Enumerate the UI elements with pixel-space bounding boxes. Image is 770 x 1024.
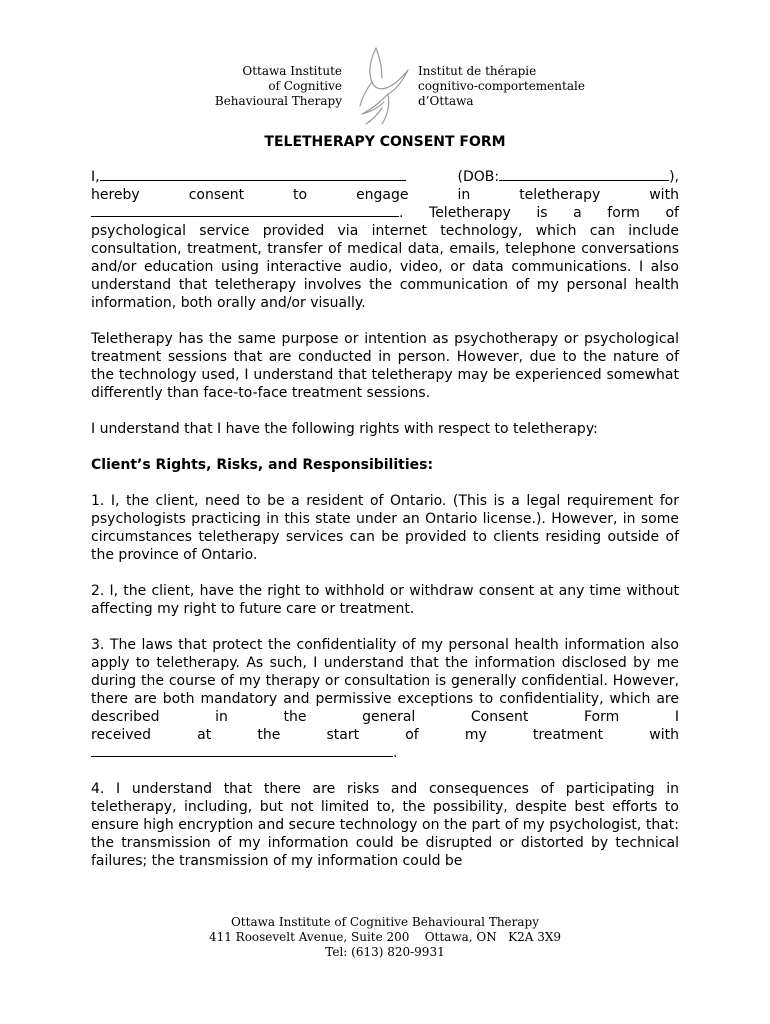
letterhead-french-line: d’Ottawa — [418, 94, 474, 108]
intro-rest: psychological service provided via internet technology, which can include consultation, treatment, transfer of medical data, emails, telephone conversations and/or education using interactive audio, video, or data communications. I also understand that teletherapy involves the communication of my personal health information, both orally and/or visually. — [91, 223, 679, 311]
intro-word: consent — [188, 187, 245, 203]
item3-word: at — [197, 727, 212, 743]
intro-period: . — [399, 205, 404, 221]
footer-org-name: Ottawa Institute of Cognitive Behavioural Therapy — [230, 915, 540, 929]
letterhead — [0, 46, 770, 130]
form-body — [91, 168, 679, 888]
consent-form-provider-field[interactable] — [91, 744, 393, 757]
intro-word: to — [293, 187, 308, 203]
intro-word: Teletherapy — [429, 205, 511, 221]
rights-item-3 — [91, 636, 679, 762]
intro-word: teletherapy — [519, 187, 601, 203]
paragraph-purpose: Teletherapy has the same purpose or intention as psychotherapy or psychological treatment sessions that are conducted in person. However, due to the nature of the technology used, I understand that teletherapy may be experienced somewhat differently than face-to-face treatment sessions. — [91, 331, 679, 401]
dob-close: ), — [669, 169, 679, 185]
footer-phone: Tel: (613) 820-9931 — [325, 945, 445, 959]
intro-word: a — [573, 205, 582, 221]
intro-word: in — [457, 187, 471, 203]
letterhead-french — [418, 64, 585, 109]
letterhead-french-line: Institut de thérapie — [418, 64, 537, 78]
intro-word: engage — [356, 187, 409, 203]
item3-word: received — [91, 727, 152, 743]
item3-word: with — [649, 727, 679, 743]
rights-item-3-text: 3. The laws that protect the confidentiality of my personal health information also apply to teletherapy. As such, I understand that the information disclosed by me during the course of my therapy or consultation is generally confidential. However, there are both mandatory and permissive exceptions to confidentiality, which are described in the general Consent Form I — [91, 637, 679, 725]
item3-word: treatment — [532, 727, 604, 743]
intro-word: of — [665, 205, 679, 221]
letterhead-french-line: cognitivo-comportementale — [418, 79, 585, 93]
footer — [0, 915, 770, 960]
intro-word: hereby — [91, 187, 140, 203]
intro-line-1 — [91, 168, 679, 186]
psychologist-name-field[interactable] — [91, 204, 399, 217]
dove-logo-icon — [352, 46, 414, 128]
intro-line-3 — [91, 204, 679, 222]
intro-paragraph — [91, 168, 679, 312]
item3-word: the — [257, 727, 281, 743]
item3-word: of — [405, 727, 419, 743]
rights-item-1: 1. I, the client, need to be a resident of Ontario. (This is a legal requirement for psychologists practicing in this state under an Ontario license.). However, in some circumstances teletherapy services can be provided to clients residing outside of the province of Ontario. — [91, 493, 679, 563]
dob-field[interactable] — [499, 168, 669, 181]
intro-word: is — [536, 205, 548, 221]
letterhead-english-line: Ottawa Institute — [242, 64, 342, 78]
letterhead-english-line: Behavioural Therapy — [214, 94, 342, 108]
paragraph-rights-intro: I understand that I have the following rights with respect to teletherapy: — [91, 421, 598, 437]
intro-word: form — [607, 205, 640, 221]
intro-line-2 — [91, 186, 679, 204]
intro-word: with — [649, 187, 679, 203]
item3-word: start — [326, 727, 360, 743]
rights-heading: Client’s Rights, Risks, and Responsibilities: — [91, 457, 434, 473]
rights-item-3-blank-line — [91, 744, 679, 762]
intro-i-label: I, — [91, 169, 100, 185]
footer-address: 411 Roosevelt Avenue, Suite 200 Ottawa, ON K2A 3X9 — [208, 930, 562, 944]
item3-word: my — [464, 727, 487, 743]
rights-item-3-last-line — [91, 726, 679, 744]
rights-item-2: 2. I, the client, have the right to withhold or withdraw consent at any time without affecting my right to future care or treatment. — [91, 583, 679, 617]
form-title: TELETHERAPY CONSENT FORM — [264, 134, 506, 150]
letterhead-english-line: of Cognitive — [268, 79, 342, 93]
dob-label: (DOB: — [457, 169, 500, 185]
item3-period: . — [393, 745, 398, 761]
letterhead-english — [215, 64, 342, 109]
rights-item-4: 4. I understand that there are risks and consequences of participating in teletherapy, including, but not limited to, the possibility, despite best efforts to ensure high encryption and secure technology on the part of my psychologist, that: the transmission of my information could be disrupted or distorted by technical failures; the transmission of my information could be — [91, 781, 679, 869]
client-name-field[interactable] — [100, 168, 406, 181]
